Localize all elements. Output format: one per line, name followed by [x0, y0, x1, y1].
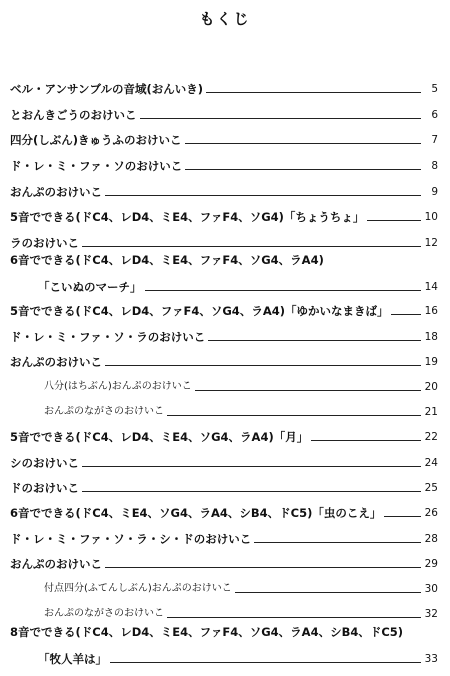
toc-entry-page: 19 [424, 356, 438, 368]
toc-entry-label: 5音でできる(ドC4、レD4、ミE4、ファF4、ソG4)「ちょうちょ」 [10, 210, 365, 224]
toc-entry[interactable] [38, 276, 438, 294]
leader-line [145, 290, 422, 291]
toc-entry-label: ラのおけいこ [10, 236, 79, 250]
toc-entry-page: 16 [424, 305, 438, 317]
toc-entry-label: 四分(しぶん)きゅうふのおけいこ [10, 133, 182, 147]
leader-line [311, 440, 421, 441]
toc-entry[interactable] [10, 452, 438, 470]
leader-line [105, 365, 421, 366]
toc-entry-label: 5音でできる(ドC4、レD4、ファF4、ソG4、ラA4)「ゆかいなまきば」 [10, 304, 389, 318]
toc-entry-label: ベル・アンサンブルの音域(おんいき) [10, 82, 204, 96]
leader-line [110, 662, 421, 663]
leader-line [367, 220, 421, 221]
toc-entry-page: 7 [431, 134, 438, 146]
toc-entry[interactable] [10, 351, 438, 369]
toc-entry-label: ドのおけいこ [10, 481, 79, 495]
toc-entry-label: おんぷのおけいこ [10, 185, 102, 199]
toc-entry-label: おんぷのながさのおけいこ [44, 608, 164, 619]
toc-entry[interactable] [10, 326, 438, 344]
toc-entry-page: 24 [424, 457, 438, 469]
toc-entry-page: 12 [424, 237, 438, 249]
toc-entry-page: 28 [424, 533, 438, 545]
toc-entry[interactable] [10, 104, 438, 122]
toc-entry[interactable] [38, 648, 438, 666]
leader-line [105, 567, 421, 568]
toc-entry-page: 29 [424, 558, 438, 570]
toc-entry-page: 20 [424, 381, 438, 393]
toc-entry-label: ド・レ・ミ・ファ・ソのおけいこ [10, 159, 183, 173]
toc-entry-page: 30 [424, 583, 438, 595]
toc-entry-label: おんぷのおけいこ [10, 557, 102, 571]
toc-entry-page: 8 [431, 160, 438, 172]
toc-entry-label: ド・レ・ミ・ファ・ソ・ラ・シ・ドのおけいこ [10, 532, 252, 546]
toc-entry[interactable] [10, 78, 438, 96]
toc-entry[interactable] [10, 502, 438, 520]
leader-line [140, 118, 422, 119]
toc-entry[interactable] [10, 181, 438, 199]
toc-entry-page: 14 [424, 281, 438, 293]
toc-entry[interactable] [44, 376, 438, 394]
toc-entry[interactable] [10, 232, 438, 250]
leader-line [82, 246, 421, 247]
toc-entry-label: シのおけいこ [10, 456, 79, 470]
leader-line [391, 314, 421, 315]
toc-entry[interactable] [10, 300, 438, 318]
toc-entry[interactable] [10, 206, 438, 224]
toc-entry-page: 9 [431, 186, 438, 198]
leader-line [254, 542, 421, 543]
toc-entry[interactable] [44, 603, 438, 621]
leader-line [185, 169, 421, 170]
leader-line [208, 340, 421, 341]
toc-entry-label: おんぷのながさのおけいこ [44, 406, 164, 417]
toc-entry-label: 5音でできる(ドC4、レD4、ミE4、ソG4、ラA4)「月」 [10, 430, 309, 444]
toc-entry-label: 付点四分(ふてんしぶん)おんぷのおけいこ [44, 583, 232, 594]
toc-entry-page: 6 [431, 109, 438, 121]
leader-line [105, 195, 421, 196]
toc-entry[interactable] [10, 553, 438, 571]
toc-entry-page: 5 [431, 83, 438, 95]
leader-line [82, 491, 421, 492]
leader-line [384, 516, 421, 517]
toc-entry[interactable] [10, 129, 438, 147]
toc-entry-page: 22 [424, 431, 438, 443]
toc-entry-label: とおんきごうのおけいこ [10, 108, 137, 122]
toc-entry-page: 26 [424, 507, 438, 519]
toc-entry-label: ド・レ・ミ・ファ・ソ・ラのおけいこ [10, 330, 206, 344]
toc-entry-label: おんぷのおけいこ [10, 355, 102, 369]
leader-line [206, 92, 421, 93]
toc-entry-page: 25 [424, 482, 438, 494]
toc-entry[interactable] [10, 426, 438, 444]
toc-entry[interactable] [44, 578, 438, 596]
toc-entry-label: 「牧人羊は」 [38, 652, 107, 666]
toc-entry-page: 10 [424, 211, 438, 223]
leader-line [167, 415, 421, 416]
toc-entry[interactable] [10, 477, 438, 495]
leader-line [235, 592, 421, 593]
toc-entry-heading[interactable]: 8音でできる(ドC4、レD4、ミE4、ファF4、ソG4、ラA4、シB4、ドC5) [10, 625, 404, 639]
toc-entry-heading[interactable]: 6音でできる(ドC4、レD4、ミE4、ファF4、ソG4、ラA4) [10, 253, 324, 267]
toc-entry[interactable] [44, 401, 438, 419]
leader-line [185, 143, 421, 144]
toc-entry-label: 6音でできる(ドC4、ミE4、ソG4、ラA4、シB4、ドC5)「虫のこえ」 [10, 506, 382, 520]
toc-entry-page: 33 [424, 653, 438, 665]
leader-line [82, 466, 421, 467]
toc-entry-page: 18 [424, 331, 438, 343]
toc-entry[interactable] [10, 528, 438, 546]
toc-entry-label: 八分(はちぶん)おんぷのおけいこ [44, 381, 192, 392]
toc-entry-page: 32 [424, 608, 438, 620]
toc-entry-label: 「こいぬのマーチ」 [38, 280, 142, 294]
leader-line [195, 390, 421, 391]
toc-entry[interactable] [10, 155, 438, 173]
page-title: もくじ [199, 10, 251, 28]
leader-line [167, 617, 421, 618]
toc-entry-page: 21 [424, 406, 438, 418]
